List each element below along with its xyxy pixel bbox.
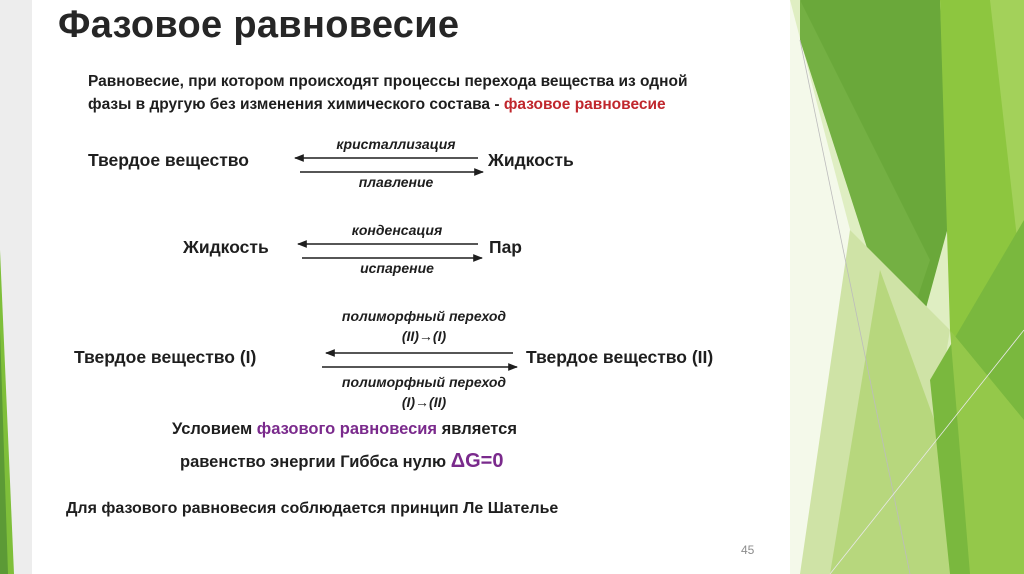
condition-highlight: фазового равновесия — [256, 420, 438, 438]
condition-prefix: Условием — [172, 420, 257, 438]
condition-text: равенство энергии Гиббса нулю — [180, 453, 451, 471]
term-solid-i: Твердое вещество (I) — [74, 347, 257, 367]
condition-line-1 — [172, 420, 517, 439]
term-solid-ii: Твердое вещество (II) — [526, 347, 714, 367]
definition-line-1: Равновесие, при котором происходят процессы перехода вещества из одной — [88, 73, 688, 90]
label-polymorph-top-direction: (II)→(I) — [401, 328, 447, 344]
condition-line-2 — [180, 450, 503, 473]
label-condensation: конденсация — [351, 222, 443, 238]
label-polymorph-bottom-direction: (I)→(II) — [401, 394, 447, 410]
page-title: Фазовое равновесие — [58, 4, 460, 46]
term-liquid-2: Жидкость — [183, 237, 269, 257]
label-melting: плавление — [358, 174, 434, 190]
le-chatelier-note: Для фазового равновесия соблюдается принцип Ле Шателье — [66, 500, 559, 517]
label-crystallization: кристаллизация — [336, 136, 456, 152]
label-polymorph-bottom: полиморфный переход — [341, 374, 507, 390]
definition-highlight: фазовое равновесие — [503, 96, 666, 113]
label-evaporation: испарение — [360, 260, 434, 276]
term-solid: Твердое вещество — [88, 150, 249, 170]
page-number: 45 — [741, 543, 755, 557]
gibbs-formula: ΔG=0 — [450, 450, 504, 472]
label-polymorph-top: полиморфный переход — [341, 308, 507, 324]
definition-text — [88, 70, 768, 116]
definition-line-2: фазы в другую без изменения химического состава - — [88, 96, 504, 113]
condition-suffix: является — [437, 420, 517, 438]
right-decorative-shapes — [790, 0, 1024, 574]
left-green-accent — [0, 0, 32, 574]
term-liquid: Жидкость — [488, 150, 574, 170]
term-vapor: Пар — [489, 237, 523, 257]
